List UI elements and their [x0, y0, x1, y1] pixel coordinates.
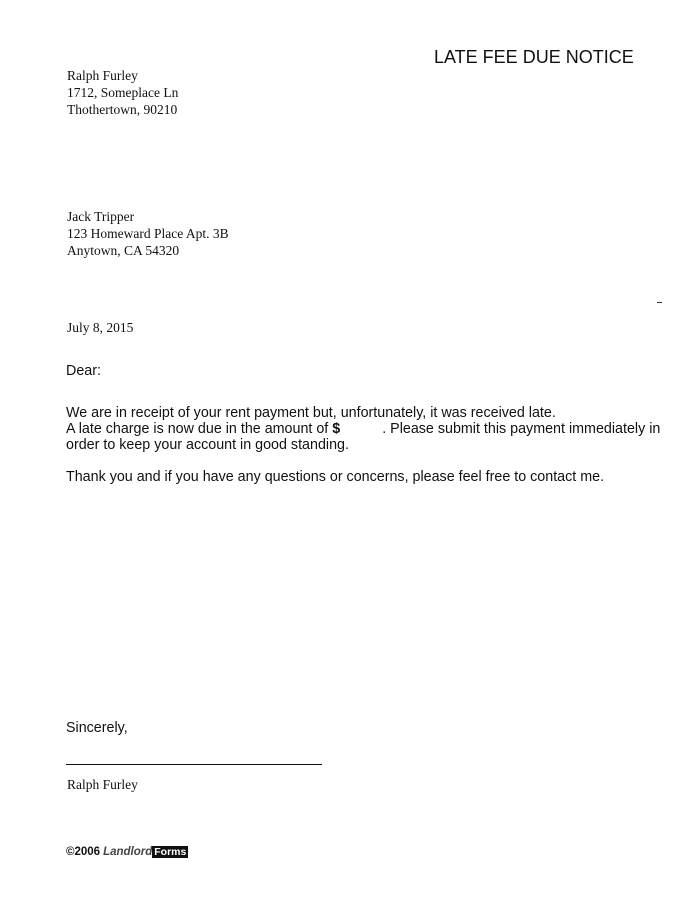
sender-street: 1712, Someplace Ln — [67, 85, 179, 100]
letter-date: July 8, 2015 — [67, 320, 134, 335]
body-line-1: We are in receipt of your rent payment but, unfortunately, it was received late. — [66, 405, 556, 421]
closing: Sincerely, — [66, 720, 128, 736]
brand-text: Landlord — [103, 846, 153, 858]
landlord-forms-logo — [66, 846, 188, 858]
thanks-line: Thank you and if you have any questions or concerns, please feel free to contact me. — [66, 469, 605, 485]
brand-suffix: Forms — [154, 846, 187, 858]
letter-body — [66, 405, 660, 485]
salutation: Dear: — [66, 363, 101, 379]
body-line-2 — [66, 421, 660, 437]
body-line-3: order to keep your account in good standing. — [66, 437, 349, 453]
recipient-name: Jack Tripper — [67, 209, 135, 224]
sender-city: Thothertown, 90210 — [67, 102, 178, 117]
body-line-2-end: . Please submit this payment immediately in — [382, 421, 661, 437]
currency-symbol: $ — [332, 421, 341, 437]
signature-name: Ralph Furley — [67, 777, 138, 792]
copyright-text: ©2006 — [66, 846, 101, 858]
body-line-2-start: A late charge is now due in the amount of — [66, 421, 333, 437]
recipient-city: Anytown, CA 54320 — [67, 243, 180, 258]
signature-line — [66, 764, 322, 765]
sender-name: Ralph Furley — [67, 68, 138, 83]
recipient-address — [67, 208, 229, 259]
sender-address — [67, 67, 178, 118]
divider-mark — [657, 302, 662, 303]
page-title: LATE FEE DUE NOTICE — [434, 47, 634, 67]
recipient-street: 123 Homeward Place Apt. 3B — [67, 226, 229, 241]
